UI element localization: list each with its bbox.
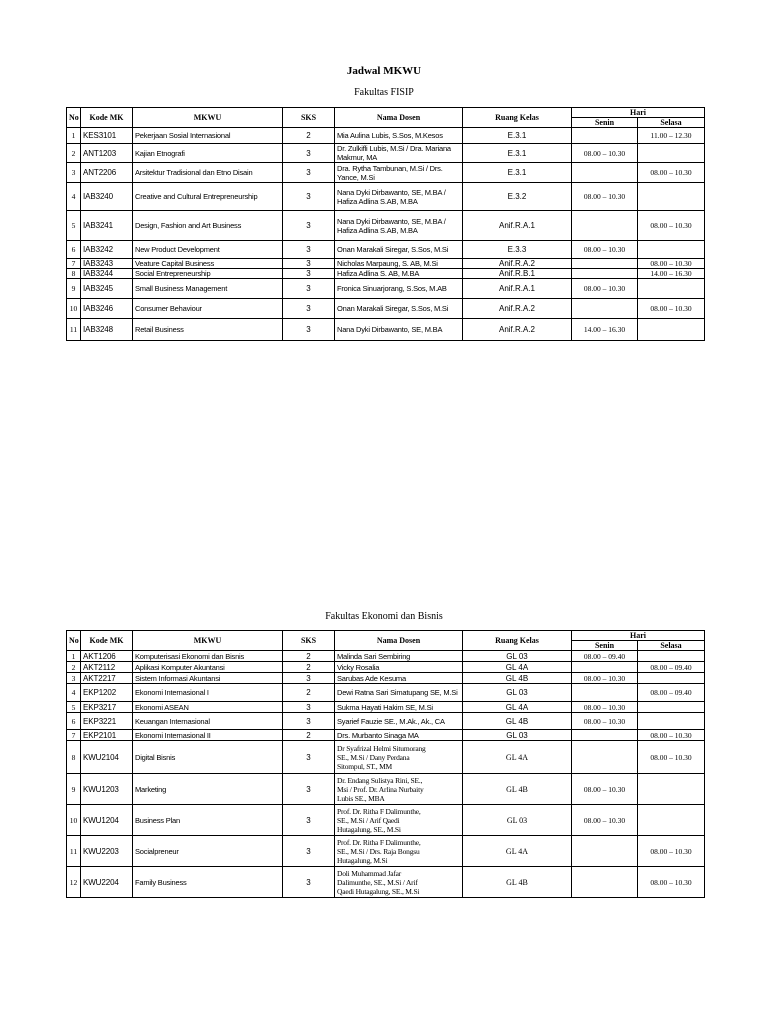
header-mkwu: MKWU [133,108,283,128]
table-row [67,241,705,259]
credit-units-cell: 2 [283,730,335,741]
tuesday-time-cell: 11.00 – 12.30 [638,128,705,144]
header-hari: Hari [572,108,705,118]
classroom-cell: Anif.R.A.2 [463,319,572,341]
classroom-cell: GL 4B [463,673,572,684]
lecturer-name-cell: Prof. Dr. Ritha F Dalimunthe, SE., M.Si / Arif Qaedi Hutagalung, SE., M.Si [335,805,463,836]
feb-table-body [67,651,705,898]
lecturer-name-cell: Dr. Zulkifli Lubis, M.Si / Dra. Mariana Makmur, MA [335,144,463,163]
monday-time-cell: 08.00 – 10.30 [572,241,638,259]
row-number-cell: 5 [67,211,81,241]
course-name-cell: Small Business Management [133,279,283,299]
header-nama-dosen: Nama Dosen [335,108,463,128]
course-code-cell: KWU2104 [81,741,133,774]
monday-time-cell [572,128,638,144]
course-name-cell: Ekonomi Internasional I [133,684,283,702]
header-no: No [67,631,81,651]
row-number-cell: 8 [67,269,81,279]
lecturer-name-cell: Malinda Sari Sembiring [335,651,463,662]
header-senin: Senin [572,641,638,651]
credit-units-cell: 3 [283,183,335,211]
course-name-cell: Aplikasi Komputer Akuntansi [133,662,283,673]
lecturer-name-cell: Prof. Dr. Ritha F Dalimunthe, SE., M.Si / Drs. Raja Bongsu Hutagalung, M.Si [335,836,463,867]
classroom-cell: GL 4A [463,836,572,867]
document-title: Jadwal MKWU [346,65,422,77]
monday-time-cell: 08.00 – 10.30 [572,805,638,836]
monday-time-cell [572,269,638,279]
course-name-cell: Social Entrepreneurship [133,269,283,279]
lecturer-name-cell: Dra. Rytha Tambunan, M.Si / Drs. Yance, M.Si [335,163,463,183]
classroom-cell: GL 4A [463,741,572,774]
tuesday-time-cell [638,183,705,211]
credit-units-cell: 2 [283,651,335,662]
credit-units-cell: 3 [283,299,335,319]
credit-units-cell: 3 [283,836,335,867]
course-code-cell: AKT2217 [81,673,133,684]
course-name-cell: New Product Development [133,241,283,259]
tuesday-time-cell: 08.00 – 10.30 [638,299,705,319]
course-name-cell: Pekerjaan Sosial Internasional [133,128,283,144]
classroom-cell: E.3.3 [463,241,572,259]
table-row [67,741,705,774]
course-code-cell: EKP3217 [81,702,133,713]
tuesday-time-cell [638,805,705,836]
monday-time-cell [572,730,638,741]
tuesday-time-cell: 14.00 – 16.30 [638,269,705,279]
header-nama-dosen: Nama Dosen [335,631,463,651]
course-code-cell: KWU2204 [81,867,133,898]
monday-time-cell: 08.00 – 10.30 [572,713,638,730]
row-number-cell: 4 [67,684,81,702]
fisip-section-title: Fakultas FISIP [354,87,414,98]
classroom-cell: E.3.1 [463,163,572,183]
course-code-cell: ANT1203 [81,144,133,163]
course-name-cell: Creative and Cultural Entrepreneurship [133,183,283,211]
lecturer-name-cell: Nana Dyki Dirbawanto, SE, M.BA / Hafiza Adlina S.AB, M.BA [335,183,463,211]
course-name-cell: Consumer Behaviour [133,299,283,319]
row-number-cell: 6 [67,241,81,259]
row-number-cell: 5 [67,702,81,713]
header-selasa: Selasa [638,118,705,128]
table-row [67,730,705,741]
monday-time-cell [572,741,638,774]
row-number-cell: 7 [67,259,81,269]
course-name-cell: Design, Fashion and Art Business [133,211,283,241]
table-row [67,144,705,163]
header-no: No [67,108,81,128]
row-number-cell: 10 [67,299,81,319]
fisip-table-body [67,128,705,341]
course-code-cell: IAB3243 [81,259,133,269]
course-code-cell: KES3101 [81,128,133,144]
credit-units-cell: 2 [283,128,335,144]
monday-time-cell [572,836,638,867]
row-number-cell: 8 [67,741,81,774]
lecturer-name-cell: Vicky Rosalia [335,662,463,673]
row-number-cell: 11 [67,319,81,341]
monday-time-cell [572,684,638,702]
credit-units-cell: 3 [283,279,335,299]
course-code-cell: IAB3244 [81,269,133,279]
tuesday-time-cell: 08.00 – 10.30 [638,211,705,241]
lecturer-name-cell: Dewi Ratna Sari Simatupang SE, M.Si [335,684,463,702]
fisip-schedule-table [66,107,705,341]
course-name-cell: Kajian Etnografi [133,144,283,163]
lecturer-name-cell: Dr. Endang Sulistya Rini, SE., Msi / Prof. Dr. Arlina Nurbaity Lubis SE., MBA [335,774,463,805]
row-number-cell: 11 [67,836,81,867]
row-number-cell: 1 [67,128,81,144]
classroom-cell: GL 03 [463,730,572,741]
header-sks: SKS [283,631,335,651]
lecturer-name-cell: Nana Dyki Dirbawanto, SE, M.BA / Hafiza Adlina S.AB, M.BA [335,211,463,241]
credit-units-cell: 3 [283,319,335,341]
lecturer-name-cell: Fronica Sinuarjorang, S.Sos, M.AB [335,279,463,299]
header-ruang-kelas: Ruang Kelas [463,108,572,128]
table-row [67,702,705,713]
tuesday-time-cell [638,774,705,805]
monday-time-cell [572,662,638,673]
lecturer-name-cell: Mia Aulina Lubis, S.Sos, M.Kesos [335,128,463,144]
table-row [67,299,705,319]
lecturer-name-cell: Sarubas Ade Kesuma [335,673,463,684]
header-kode-mk: Kode MK [81,631,133,651]
course-code-cell: KWU1204 [81,805,133,836]
lecturer-name-cell: Drs. Murbanto Sinaga MA [335,730,463,741]
course-name-cell: Ekonomi ASEAN [133,702,283,713]
tuesday-time-cell [638,702,705,713]
course-code-cell: ANT2206 [81,163,133,183]
row-number-cell: 9 [67,774,81,805]
table-row [67,183,705,211]
tuesday-time-cell: 08.00 – 10.30 [638,163,705,183]
lecturer-name-cell: Nicholas Marpaung, S. AB, M.Si [335,259,463,269]
table-row [67,319,705,341]
table-row [67,128,705,144]
table-row [67,713,705,730]
classroom-cell: GL 03 [463,651,572,662]
table-row [67,836,705,867]
credit-units-cell: 3 [283,163,335,183]
credit-units-cell: 3 [283,702,335,713]
tuesday-time-cell [638,241,705,259]
header-sks: SKS [283,108,335,128]
classroom-cell: Anif.R.A.1 [463,211,572,241]
monday-time-cell [572,163,638,183]
course-name-cell: Digital Bisnis [133,741,283,774]
tuesday-time-cell [638,651,705,662]
monday-time-cell: 08.00 – 10.30 [572,279,638,299]
classroom-cell: Anif.R.B.1 [463,269,572,279]
lecturer-name-cell: Hafiza Adlina S. AB, M.BA [335,269,463,279]
monday-time-cell: 08.00 – 10.30 [572,702,638,713]
tuesday-time-cell: 08.00 – 09.40 [638,662,705,673]
credit-units-cell: 3 [283,144,335,163]
row-number-cell: 2 [67,662,81,673]
lecturer-name-cell: Sukma Hayati Hakim SE, M.Si [335,702,463,713]
row-number-cell: 9 [67,279,81,299]
course-code-cell: IAB3248 [81,319,133,341]
tuesday-time-cell [638,319,705,341]
monday-time-cell [572,299,638,319]
tuesday-time-cell: 08.00 – 10.30 [638,730,705,741]
course-code-cell: IAB3245 [81,279,133,299]
credit-units-cell: 3 [283,774,335,805]
course-code-cell: EKP3221 [81,713,133,730]
feb-section-title: Fakultas Ekonomi dan Bisnis [325,611,443,622]
tuesday-time-cell [638,713,705,730]
lecturer-name-cell: Onan Marakali Siregar, S.Sos, M.Si [335,241,463,259]
row-number-cell: 12 [67,867,81,898]
monday-time-cell: 08.00 – 10.30 [572,144,638,163]
credit-units-cell: 2 [283,684,335,702]
row-number-cell: 3 [67,163,81,183]
course-name-cell: Ekonomi Internasional II [133,730,283,741]
tuesday-time-cell: 08.00 – 10.30 [638,836,705,867]
classroom-cell: GL 4B [463,867,572,898]
table-row [67,867,705,898]
credit-units-cell: 3 [283,867,335,898]
row-number-cell: 10 [67,805,81,836]
lecturer-name-cell: Doli Muhammad Jafar Dalimunthe, SE., M.Si / Arif Qaedi Hutagalung, SE., M.Si [335,867,463,898]
course-code-cell: EKP2101 [81,730,133,741]
course-code-cell: KWU1203 [81,774,133,805]
lecturer-name-cell: Syarief Fauzie SE., M.Ak., Ak., CA [335,713,463,730]
credit-units-cell: 2 [283,662,335,673]
row-number-cell: 2 [67,144,81,163]
classroom-cell: E.3.2 [463,183,572,211]
classroom-cell: Anif.R.A.2 [463,299,572,319]
table-row [67,279,705,299]
lecturer-name-cell: Nana Dyki Dirbawanto, SE, M.BA [335,319,463,341]
course-name-cell: Socialpreneur [133,836,283,867]
course-code-cell: EKP1202 [81,684,133,702]
lecturer-name-cell: Onan Marakali Siregar, S.Sos, M.Si [335,299,463,319]
monday-time-cell [572,867,638,898]
classroom-cell: Anif.R.A.2 [463,259,572,269]
course-code-cell: IAB3246 [81,299,133,319]
tuesday-time-cell [638,673,705,684]
table-row [67,269,705,279]
tuesday-time-cell: 08.00 – 10.30 [638,867,705,898]
row-number-cell: 3 [67,673,81,684]
table-row [67,651,705,662]
tuesday-time-cell [638,144,705,163]
tuesday-time-cell: 08.00 – 10.30 [638,259,705,269]
course-name-cell: Marketing [133,774,283,805]
header-senin: Senin [572,118,638,128]
classroom-cell: Anif.R.A.1 [463,279,572,299]
classroom-cell: GL 4B [463,774,572,805]
table-row [67,259,705,269]
course-code-cell: KWU2203 [81,836,133,867]
course-name-cell: Keuangan Internasional [133,713,283,730]
course-code-cell: AKT2112 [81,662,133,673]
monday-time-cell: 08.00 – 09.40 [572,651,638,662]
classroom-cell: GL 03 [463,684,572,702]
course-code-cell: IAB3240 [81,183,133,211]
credit-units-cell: 3 [283,269,335,279]
monday-time-cell [572,259,638,269]
classroom-cell: GL 4A [463,662,572,673]
monday-time-cell: 14.00 – 16.30 [572,319,638,341]
classroom-cell: GL 03 [463,805,572,836]
table-row [67,662,705,673]
course-code-cell: IAB3242 [81,241,133,259]
credit-units-cell: 3 [283,805,335,836]
row-number-cell: 7 [67,730,81,741]
course-name-cell: Family Business [133,867,283,898]
course-name-cell: Arsitektur Tradisional dan Etno Disain [133,163,283,183]
course-code-cell: IAB3241 [81,211,133,241]
header-mkwu: MKWU [133,631,283,651]
row-number-cell: 4 [67,183,81,211]
course-name-cell: Retail Business [133,319,283,341]
lecturer-name-cell: Dr Syafrizal Helmi Situmorang SE., M.Si / Dany Perdana Sitompul, ST., MM [335,741,463,774]
monday-time-cell: 08.00 – 10.30 [572,774,638,805]
header-kode-mk: Kode MK [81,108,133,128]
table-row [67,805,705,836]
tuesday-time-cell: 08.00 – 10.30 [638,741,705,774]
credit-units-cell: 3 [283,741,335,774]
table-row [67,163,705,183]
monday-time-cell [572,211,638,241]
course-name-cell: Sistem Informasi Akuntansi [133,673,283,684]
header-hari: Hari [572,631,705,641]
table-row [67,673,705,684]
classroom-cell: GL 4A [463,702,572,713]
table-row [67,774,705,805]
credit-units-cell: 3 [283,259,335,269]
monday-time-cell: 08.00 – 10.30 [572,183,638,211]
credit-units-cell: 3 [283,713,335,730]
classroom-cell: GL 4B [463,713,572,730]
credit-units-cell: 3 [283,241,335,259]
course-name-cell: Veature Capital Business [133,259,283,269]
table-row [67,211,705,241]
classroom-cell: E.3.1 [463,144,572,163]
row-number-cell: 1 [67,651,81,662]
monday-time-cell: 08.00 – 10.30 [572,673,638,684]
table-row [67,684,705,702]
course-code-cell: AKT1206 [81,651,133,662]
header-ruang-kelas: Ruang Kelas [463,631,572,651]
feb-schedule-table [66,630,705,898]
classroom-cell: E.3.1 [463,128,572,144]
course-name-cell: Business Plan [133,805,283,836]
row-number-cell: 6 [67,713,81,730]
credit-units-cell: 3 [283,211,335,241]
tuesday-time-cell: 08.00 – 09.40 [638,684,705,702]
credit-units-cell: 3 [283,673,335,684]
course-name-cell: Komputerisasi Ekonomi dan Bisnis [133,651,283,662]
header-selasa: Selasa [638,641,705,651]
tuesday-time-cell [638,279,705,299]
